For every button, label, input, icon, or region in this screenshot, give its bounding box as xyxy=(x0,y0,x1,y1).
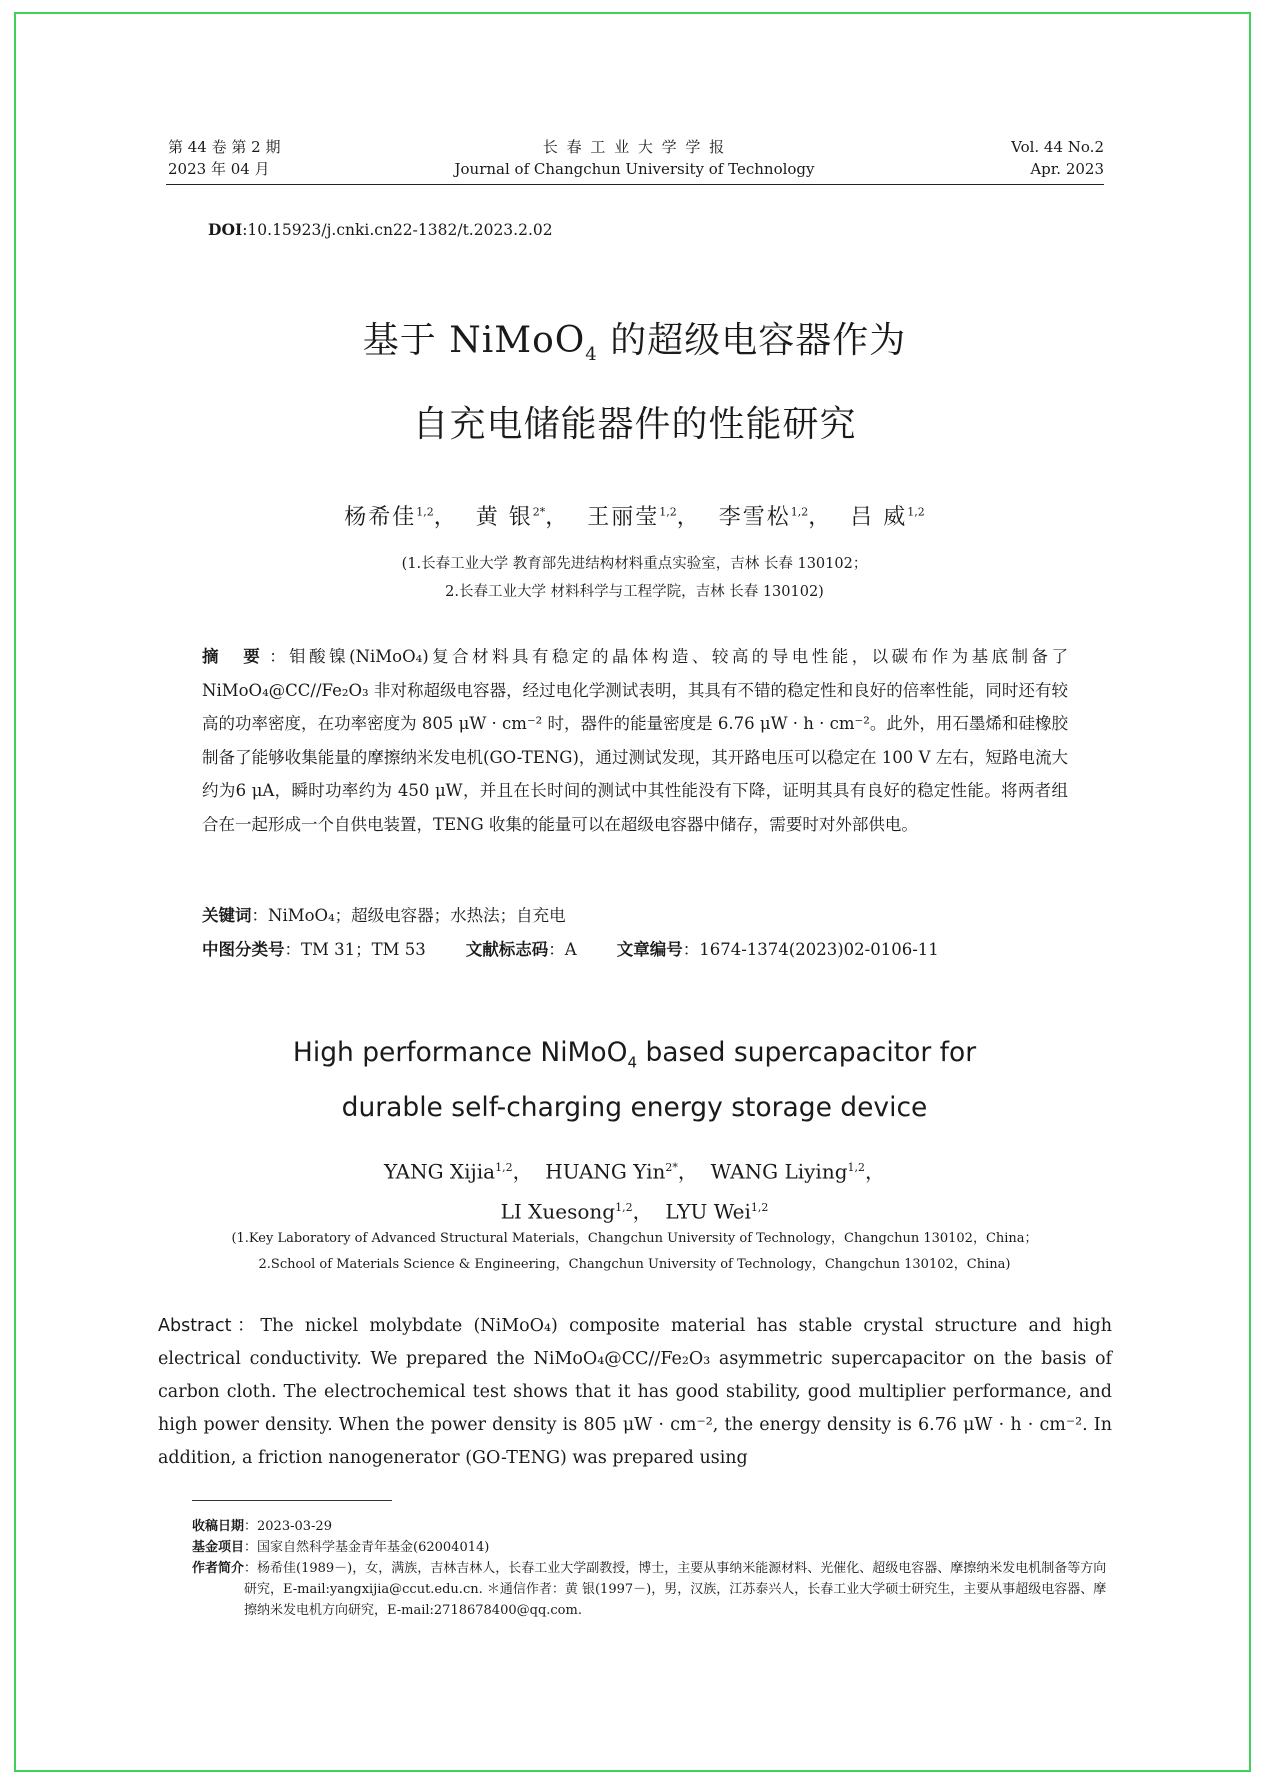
paper-title-cn xyxy=(0,306,1269,460)
author-separator: ， xyxy=(632,1199,666,1224)
author-name: LYU Wei xyxy=(665,1199,751,1224)
title-en-part: based supercapacitor for xyxy=(637,1037,977,1068)
footnotes xyxy=(192,1516,1112,1621)
affiliation-2: 2.长春工业大学 材料科学与工程学院，吉林 长春 130102) xyxy=(445,584,824,600)
footnote-text: ：杨希佳(1989－)，女，满族，吉林吉林人，长春工业大学副教授，博士，主要从事纳米能源材料、光催化、超级电容器、摩擦纳米发电机制备等方向研究，E-mail:yangxijia@ccut.edu.cn. ＊通信作者：黄 银(1997－)，男，汉族，江苏泰兴人，长春工业大学硕士研究生，主要从事超级电容器、摩擦纳米发电机方向研究，E-mail:2718678400@qq.com. xyxy=(244,1561,1107,1618)
author-list-cn xyxy=(0,500,1269,531)
author-affiliation-mark: 1,2 xyxy=(659,505,677,519)
author-name: 黄 银 xyxy=(475,505,533,530)
title-en-subscript: 4 xyxy=(627,1053,638,1072)
abstract-en xyxy=(158,1310,1112,1475)
volume-en: Vol. 44 No.2 xyxy=(1011,138,1104,156)
keywords-text: ：NiMoO₄；超级电容器；水热法；自充电 xyxy=(251,906,566,925)
doc-code-value: ：A xyxy=(548,940,577,959)
author-affiliation-mark: 2* xyxy=(665,1161,678,1174)
clc-label: 中图分类号 xyxy=(202,940,285,959)
affiliations-en xyxy=(0,1226,1269,1278)
footnote-funding xyxy=(192,1537,1112,1558)
affiliation-en-2: 2.School of Materials Science & Engineering，Changchun University of Technology，Changchun 130102，China) xyxy=(258,1257,1011,1272)
author-list-en-line2 xyxy=(0,1190,1269,1230)
abstract-cn xyxy=(202,640,1068,841)
author-name: WANG Liying xyxy=(710,1159,848,1184)
author-name: HUANG Yin xyxy=(545,1159,666,1184)
author-name: 李雪松 xyxy=(718,505,791,530)
journal-volume-header xyxy=(1011,136,1104,180)
author-affiliation-mark: 1,2 xyxy=(495,1161,513,1174)
keywords-label: 关键词 xyxy=(202,906,252,925)
title-cn-part: 的超级电容器作为 xyxy=(597,320,907,361)
author-affiliation-mark: 1,2 xyxy=(615,1200,633,1214)
doi xyxy=(208,220,553,239)
author-affiliation-mark: 1,2 xyxy=(750,1200,769,1214)
abstract-en-text: ：The nickel molybdate (NiMoO₄) composite material has stable crystal structure and high electrical conductivity. We prepared the NiMoO₄@CC//Fe₂O₃ asymmetric supercapacitor on the basis of carbon cloth. The electrochemical test shows that it has good stability, good multiplier performance, and high power density. When the power density is 805 μW · cm⁻², the energy density is 6.76 μW · h · cm⁻². In addition, a friction nanogenerator (GO-TENG) was prepared using xyxy=(158,1316,1112,1468)
author-affiliation-mark: 2* xyxy=(532,505,546,519)
title-en-part: High performance NiMoO xyxy=(292,1037,628,1068)
author-separator: ， xyxy=(865,1159,886,1184)
issue-date-en: Apr. 2023 xyxy=(1030,160,1104,178)
abstract-en-label: Abstract xyxy=(158,1316,232,1336)
article-number-label: 文章编号 xyxy=(616,940,683,959)
author-separator: ， xyxy=(512,1159,546,1184)
affiliations-cn xyxy=(0,550,1269,606)
author-separator: ， xyxy=(433,505,476,530)
author-separator: ， xyxy=(545,505,588,530)
footnote-rule xyxy=(192,1500,392,1501)
author-separator: ， xyxy=(677,1159,711,1184)
footnote-received xyxy=(192,1516,1112,1537)
author-name: 王丽莹 xyxy=(587,505,660,530)
abstract-cn-label: 摘 要 xyxy=(202,647,270,666)
journal-name-cn: 长 春 工 业 大 学 学 报 xyxy=(542,138,727,156)
footnote-text: ：国家自然科学基金青年基金(62004014) xyxy=(244,1540,490,1555)
paper-title-en xyxy=(0,1030,1269,1130)
abstract-cn-text: ：钼酸镍(NiMoO₄)复合材料具有稳定的晶体构造、较高的导电性能，以碳布作为基底制备了 NiMoO₄@CC//Fe₂O₃ 非对称超级电容器，经过电化学测试表明，其具有不错的稳定性和良好的倍率性能，同时还有较高的功率密度，在功率密度为 805 μW · cm⁻² 时，器件的能量密度是 6.76 μW · h · cm⁻²。此外，用石墨烯和硅橡胶制备了能够收集能量的摩擦纳米发电机(GO-TENG)，通过测试发现，其开路电压可以稳定在 100 V 左右，短路电流大约为6 μA，瞬时功率约为 450 μW，并且在长时间的测试中其性能没有下降，证明其具有良好的稳定性能。将两者组合在一起形成一个自供电装置，TENG 收集的能量可以在超级电容器中储存，需要时对外部供电。 xyxy=(202,647,1068,834)
author-separator: ， xyxy=(676,505,719,530)
footnote-text: ：2023-03-29 xyxy=(244,1519,332,1534)
author-list-en xyxy=(0,1150,1269,1229)
author-affiliation-mark: 1,2 xyxy=(847,1161,866,1174)
volume-issue: 第 44 卷 第 2 期 xyxy=(168,138,281,156)
affiliation-en-1: (1.Key Laboratory of Advanced Structural Materials，Changchun University of Technology，Changchun 130102，China； xyxy=(231,1231,1038,1246)
footnote-label: 收稿日期 xyxy=(192,1519,245,1534)
author-name: 杨希佳 xyxy=(344,505,417,530)
title-cn-line2: 自充电储能器件的性能研究 xyxy=(412,404,857,446)
author-separator: ， xyxy=(808,505,851,530)
page-frame xyxy=(14,12,1251,1772)
footnote-author-bio xyxy=(192,1558,1112,1621)
footnote-label: 基金项目 xyxy=(192,1540,245,1555)
author-list-en-line1 xyxy=(0,1150,1269,1190)
affiliation-1: (1.长春工业大学 教育部先进结构材料重点实验室，吉林 长春 130102； xyxy=(401,556,868,572)
doc-code-label: 文献标志码 xyxy=(465,940,549,959)
author-affiliation-mark: 1,2 xyxy=(790,505,809,519)
author-affiliation-mark: 1,2 xyxy=(907,505,925,519)
doi-label: DOI xyxy=(208,220,243,239)
author-name: LI Xuesong xyxy=(500,1199,616,1224)
footnote-label: 作者简介 xyxy=(192,1561,245,1576)
title-cn-part: 基于 NiMoO xyxy=(362,320,586,361)
author-name: YANG Xijia xyxy=(383,1159,496,1184)
issue-date-cn: 2023 年 04 月 xyxy=(168,160,270,178)
title-en-line2: durable self-charging energy storage device xyxy=(341,1092,928,1124)
title-cn-subscript: 4 xyxy=(585,344,598,366)
clc-value: ：TM 31；TM 53 xyxy=(284,940,426,959)
classification-line xyxy=(202,936,1082,960)
author-name: 吕 威 xyxy=(850,505,908,530)
doi-value[interactable]: :10.15923/j.cnki.cn22-1382/t.2023.2.02 xyxy=(242,221,553,239)
header-rule xyxy=(166,184,1104,185)
author-affiliation-mark: 1,2 xyxy=(416,505,434,519)
article-number-value: ：1674-1374(2023)02-0106-11 xyxy=(682,940,939,959)
keywords-cn xyxy=(202,902,566,926)
journal-name-en: Journal of Changchun University of Technology xyxy=(454,160,815,178)
